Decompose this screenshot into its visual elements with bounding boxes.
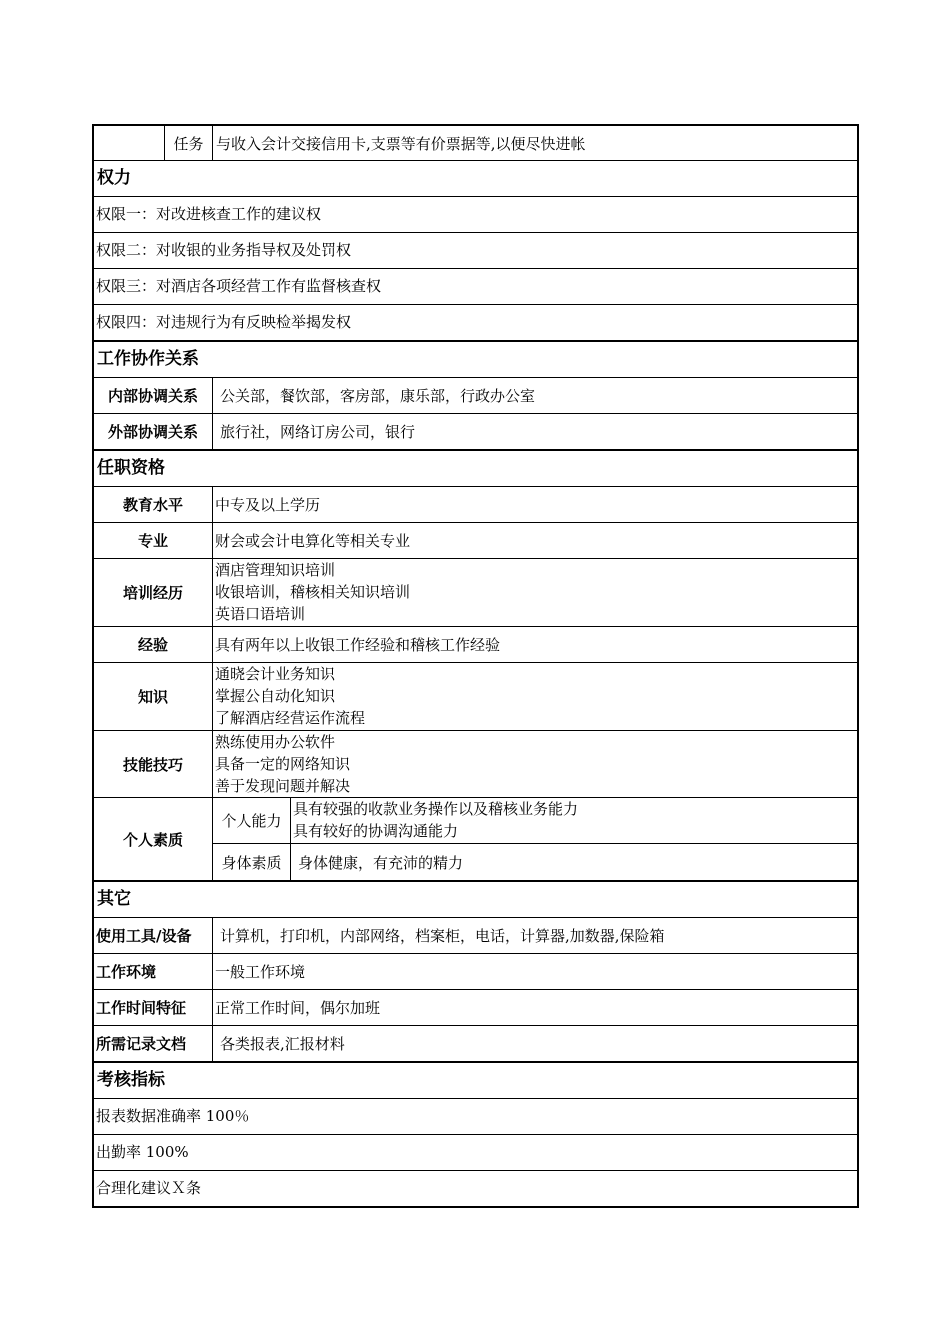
personal-quality-row [92, 798, 859, 882]
work-time-label: 工作时间特征 [96, 999, 187, 1017]
ability-line: 具有较好的协调沟通能力 [293, 822, 459, 840]
kpi-item [92, 1171, 859, 1208]
section-qualifications-header [92, 451, 859, 487]
environment-label: 工作环境 [96, 963, 157, 981]
knowledge-label: 知识 [137, 688, 168, 706]
knowledge-line: 通晓会计业务知识 [215, 665, 336, 683]
tools-row [92, 918, 859, 954]
section-other-header [92, 882, 859, 918]
tools-label: 使用工具/设备 [96, 927, 192, 945]
training-line: 收银培训，稽核相关知识培训 [215, 583, 411, 601]
training-line: 英语口语培训 [215, 605, 306, 623]
external-relations-label: 外部协调关系 [107, 423, 198, 441]
training-line: 酒店管理知识培训 [215, 561, 336, 579]
authority-item [92, 233, 859, 269]
physical-label: 身体素质 [221, 853, 282, 872]
skills-label: 技能技巧 [122, 755, 183, 774]
physical-value: 身体健康，有充沛的精力 [290, 844, 857, 880]
experience-label: 经验 [137, 636, 168, 654]
ability-subrow [213, 798, 857, 843]
work-time-row [92, 990, 859, 1026]
ability-line: 具有较强的收款业务操作以及稽核业务能力 [293, 800, 579, 818]
section-title: 工作协作关系 [97, 349, 199, 369]
environment-value: 一般工作环境 [212, 954, 857, 989]
training-row [92, 559, 859, 627]
task-label: 任务 [164, 126, 212, 160]
authority-text: 权限四：对违规行为有反映检举揭发权 [96, 313, 352, 331]
work-time-value: 正常工作时间，偶尔加班 [212, 990, 857, 1025]
physical-subrow [213, 843, 857, 880]
tools-value: 计算机，打印机，内部网络，档案柜，电话，计算器,加数器,保险箱 [212, 918, 857, 953]
training-label: 培训经历 [122, 584, 183, 602]
knowledge-line: 掌握公自动化知识 [215, 687, 336, 705]
skills-line: 善于发现问题并解决 [215, 777, 351, 795]
section-authority-header [92, 161, 859, 197]
section-title: 权力 [97, 168, 131, 188]
ability-value [290, 798, 857, 843]
skills-value [212, 731, 857, 797]
skills-row [92, 731, 859, 798]
knowledge-value [212, 663, 857, 730]
section-relations-header [92, 342, 859, 378]
documents-value: 各类报表,汇报材料 [212, 1026, 857, 1061]
internal-relations-row [92, 378, 859, 414]
authority-item [92, 305, 859, 342]
major-row [92, 523, 859, 559]
major-label: 专业 [137, 532, 168, 550]
section-title: 任职资格 [97, 458, 165, 478]
documents-label: 所需记录文档 [96, 1035, 187, 1053]
major-value: 财会或会计电算化等相关专业 [212, 523, 857, 558]
internal-relations-label: 内部协调关系 [107, 387, 198, 405]
skills-line: 熟练使用办公软件 [215, 733, 336, 751]
task-blank-cell [94, 126, 164, 160]
education-row [92, 487, 859, 523]
authority-text: 权限二：对收银的业务指导权及处罚权 [96, 241, 352, 259]
knowledge-row [92, 663, 859, 731]
knowledge-line: 了解酒店经营运作流程 [215, 709, 366, 727]
skills-line: 具备一定的网络知识 [215, 755, 351, 773]
internal-relations-value: 公关部，餐饮部，客房部，康乐部，行政办公室 [212, 378, 857, 413]
ability-label: 个人能力 [221, 812, 282, 830]
task-value: 与收入会计交接信用卡,支票等有价票据等,以便尽快进帐 [212, 126, 857, 160]
education-label: 教育水平 [122, 496, 183, 514]
section-title: 其它 [97, 889, 131, 909]
personal-quality-subtable [212, 798, 857, 880]
authority-text: 权限三：对酒店各项经营工作有监督核查权 [96, 277, 382, 295]
section-title: 考核指标 [97, 1070, 165, 1090]
training-value [212, 559, 857, 626]
authority-text: 权限一：对改进核查工作的建议权 [96, 205, 322, 223]
experience-value: 具有两年以上收银工作经验和稽核工作经验 [212, 627, 857, 662]
kpi-text: 报表数据准确率 100％ [96, 1107, 250, 1125]
authority-item [92, 197, 859, 233]
task-row [92, 124, 859, 161]
personal-quality-label: 个人素质 [122, 830, 183, 849]
documents-row [92, 1026, 859, 1063]
kpi-text: 合理化建议Ｘ条 [96, 1179, 202, 1197]
external-relations-row [92, 414, 859, 451]
section-kpi-header [92, 1063, 859, 1099]
kpi-item [92, 1099, 859, 1135]
job-description-table [92, 124, 859, 1208]
external-relations-value: 旅行社，网络订房公司，银行 [212, 414, 857, 449]
authority-item [92, 269, 859, 305]
education-value: 中专及以上学历 [212, 487, 857, 522]
environment-row [92, 954, 859, 990]
kpi-text: 出勤率 100% [96, 1143, 189, 1161]
kpi-item [92, 1135, 859, 1171]
experience-row [92, 627, 859, 663]
